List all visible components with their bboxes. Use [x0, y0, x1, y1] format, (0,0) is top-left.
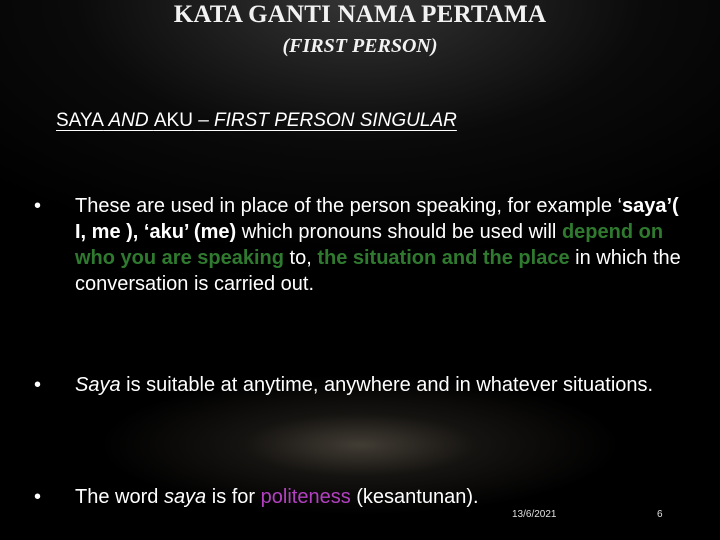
footer-date: 13/6/2021: [512, 509, 557, 520]
heading-rest: – FIRST PERSON SINGULAR: [192, 110, 457, 131]
bullet-item-usage: [34, 193, 684, 297]
text-run-italic: Saya: [75, 374, 121, 396]
slide-subtitle: (FIRST PERSON): [282, 35, 438, 57]
text-run: which pronouns should be used will: [236, 221, 562, 243]
text-run: These are used in place of the person speaking, for example ‘: [75, 195, 622, 217]
text-run: (kesantunan).: [350, 486, 479, 508]
text-run-purple: politeness: [260, 486, 351, 508]
heading-saya: SAYA: [56, 110, 104, 131]
text-run: The word: [75, 486, 164, 508]
bullet-text: [75, 372, 684, 398]
bullet-text: [75, 193, 684, 297]
text-run-green: the situation and the place: [317, 247, 570, 269]
text-run-italic: saya: [163, 486, 207, 508]
bullet-item-saya: [34, 372, 684, 398]
slide-number: 6: [657, 509, 663, 520]
text-run: in which the conversation is carried out.: [75, 247, 681, 295]
text-run-green: depend on who you are speaking: [75, 221, 664, 269]
slide-title: KATA GANTI NAMA PERTAMA: [173, 1, 547, 28]
bullet-marker: •: [34, 195, 42, 217]
heading-aku: AKU: [153, 110, 193, 131]
bullet-item-politeness: [34, 484, 684, 510]
text-run: is for: [206, 486, 261, 508]
bullet-marker: •: [34, 486, 42, 508]
text-run: is suitable at anytime, anywhere and in whatever situations.: [120, 374, 654, 396]
bullet-marker: •: [34, 374, 42, 396]
text-run-bold: saya’( I, me ), ‘aku’ (me): [75, 195, 679, 243]
bullet-text: [75, 484, 684, 510]
text-run: to,: [283, 247, 318, 269]
heading-and: AND: [103, 110, 154, 131]
section-heading: [56, 109, 457, 133]
